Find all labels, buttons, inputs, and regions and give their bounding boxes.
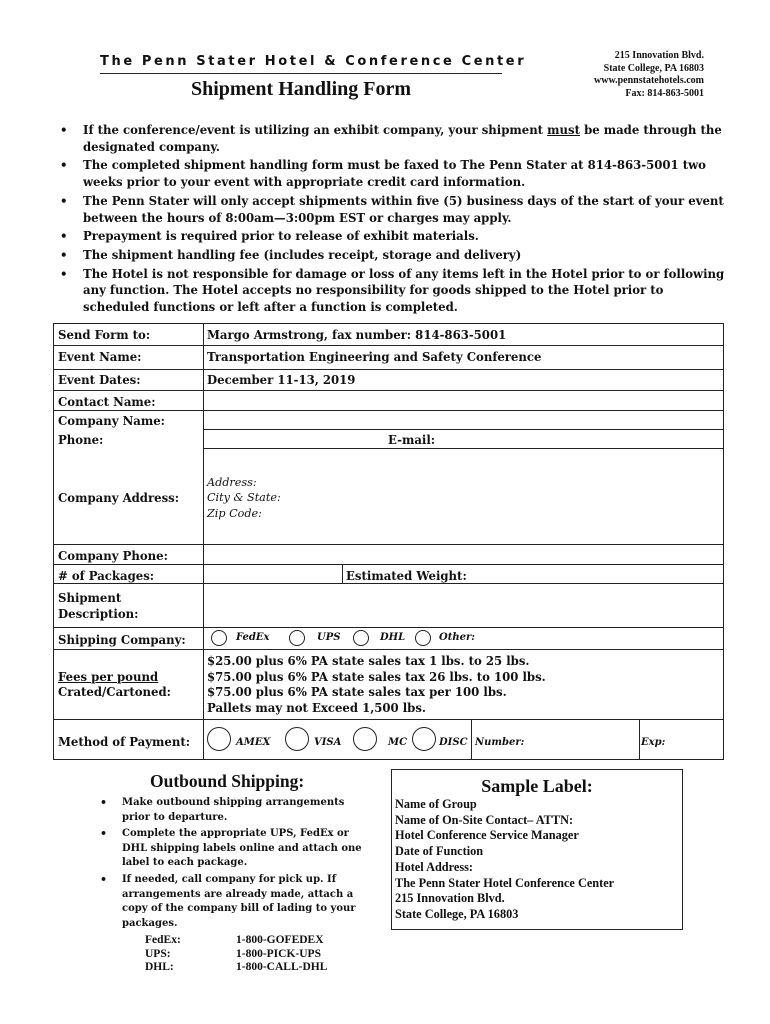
shipment-description-label: Description:: [58, 607, 139, 621]
fee-line: $25.00 plus 6% PA state sales tax 1 lbs. to 25 lbs.: [207, 654, 530, 668]
sample-label-line: Date of Function: [395, 844, 484, 859]
sample-label-line: Hotel Conference Service Manager: [395, 828, 579, 843]
sample-label-box: [391, 769, 683, 930]
carrier-row: UPS: 1-800-PICK-UPS: [145, 947, 321, 960]
fee-schedule: [207, 654, 546, 716]
carrier-phone-list: [145, 934, 327, 975]
city-state-hint[interactable]: City & State:: [207, 491, 281, 504]
carrier-row: DHL: 1-800-CALL-DHL: [145, 961, 328, 973]
instruction-item: • The Penn Stater will only accept shipments within five (5) business days of the start of your event between the hours of 8:00am—3:00pm EST or charges may apply.: [60, 193, 725, 226]
expiration-label: Exp:: [641, 737, 666, 748]
event-name-label: Event Name:: [58, 350, 142, 364]
payment-method-label: Method of Payment:: [58, 735, 191, 749]
address-line: 215 Innovation Blvd.: [614, 50, 704, 61]
fedex-option-label: FedEx: [236, 632, 270, 643]
packages-label: # of Packages:: [58, 569, 155, 583]
hotel-name: The Penn Stater Hotel & Conference Center: [100, 54, 527, 69]
send-form-to-label: Send Form to:: [58, 328, 151, 342]
zip-code-hint[interactable]: Zip Code:: [207, 507, 262, 520]
shipment-form-table: [53, 323, 724, 760]
outbound-item: • Complete the appropriate UPS, FedEx or DHL shipping labels online and attach one label to each package.: [100, 827, 372, 871]
amex-option-label: AMEX: [236, 737, 271, 748]
estimated-weight-label: Estimated Weight:: [346, 569, 467, 583]
address-hint[interactable]: Address:: [207, 476, 257, 489]
fee-line: Pallets may not Exceed 1,500 lbs.: [207, 700, 427, 715]
ups-option-label: UPS: [317, 632, 341, 643]
dhl-radio[interactable]: [353, 630, 369, 646]
instruction-item: • Prepayment is required prior to release of exhibit materials.: [60, 228, 725, 245]
ups-radio[interactable]: [289, 630, 305, 646]
email-label: E-mail:: [388, 433, 436, 447]
outbound-shipping-title: Outbound Shipping:: [150, 771, 305, 791]
carrier-row: FedEx: 1-800-GOFEDEX: [145, 934, 324, 946]
amex-radio[interactable]: [207, 727, 231, 751]
disc-option-label: DISC: [439, 737, 468, 748]
sample-label-line: Name of Group: [395, 797, 477, 811]
address-line: State College, PA 16803: [603, 62, 704, 74]
sample-label-lines: [395, 797, 614, 923]
outbound-shipping-list: [100, 796, 372, 933]
send-form-to-value: Margo Armstrong, fax number: 814-863-5001: [207, 328, 507, 342]
sample-label-line: 215 Innovation Blvd.: [395, 891, 505, 906]
outbound-item: • If needed, call company for pick up. If arrangements are already made, attach a copy of the company bill of lading to your packages.: [100, 873, 372, 931]
instruction-item: • The completed shipment handling form must be faxed to The Penn Stater at 814-863-5001 two weeks prior to your event with appropriate credit card information.: [60, 157, 725, 190]
mc-option-label: MC: [388, 737, 408, 748]
fedex-radio[interactable]: [211, 630, 227, 646]
outbound-item: • Make outbound shipping arrangements prior to departure.: [100, 796, 372, 825]
company-phone-label: Company Phone:: [58, 549, 168, 563]
dhl-option-label: DHL: [380, 632, 406, 643]
contact-name-label: Contact Name:: [58, 395, 156, 409]
shipment-description-label: Shipment: [58, 591, 122, 605]
event-dates-label: Event Dates:: [58, 373, 141, 387]
disc-radio[interactable]: [412, 727, 436, 751]
phone-label: Phone:: [58, 433, 104, 447]
instructions-list: [60, 122, 725, 318]
form-title: Shipment Handling Form: [190, 78, 412, 100]
other-option-label: Other:: [439, 632, 475, 643]
website[interactable]: www.pennstatehotels.com: [594, 75, 704, 86]
card-number-label: Number:: [475, 737, 525, 748]
instruction-item: • The shipment handling fee (includes receipt, storage and delivery): [60, 247, 725, 264]
instruction-item: • If the conference/event is utilizing an exhibit company, your shipment must be made through the designated company.: [60, 122, 725, 155]
other-radio[interactable]: [415, 630, 431, 646]
sample-label-line: The Penn Stater Hotel Conference Center: [395, 875, 615, 890]
fees-label: Crated/Cartoned:: [58, 685, 171, 699]
sample-label-line: State College, PA 16803: [395, 906, 519, 921]
fee-line: $75.00 plus 6% PA state sales tax per 100 lbs.: [207, 685, 507, 699]
shipping-company-label: Shipping Company:: [58, 633, 186, 647]
fax-line: Fax: 814-863-5001: [625, 87, 704, 99]
fee-line: $75.00 plus 6% PA state sales tax 26 lbs. to 100 lbs.: [207, 669, 546, 684]
event-dates-value: December 11-13, 2019: [207, 373, 356, 387]
visa-option-label: VISA: [314, 737, 342, 748]
company-name-label: Company Name:: [58, 414, 165, 428]
company-address-label: Company Address:: [58, 491, 180, 505]
sample-label-title: Sample Label:: [481, 776, 593, 796]
fees-label: Fees per pound: [58, 670, 159, 684]
instruction-item: • The Hotel is not responsible for damage or loss of any items left in the Hotel prior to or following any function. The Hotel accepts no responsibility for goods shipped to the Hotel prior to scheduled functions or left after a function is completed.: [60, 266, 725, 316]
hotel-address: [594, 50, 704, 100]
event-name-value: Transportation Engineering and Safety Conference: [207, 350, 542, 364]
visa-radio[interactable]: [285, 727, 309, 751]
mc-radio[interactable]: [353, 727, 377, 751]
sample-label-line: Hotel Address:: [395, 859, 473, 874]
sample-label-line: Name of On-Site Contact– ATTN:: [395, 812, 574, 827]
header-rule: [100, 73, 502, 74]
